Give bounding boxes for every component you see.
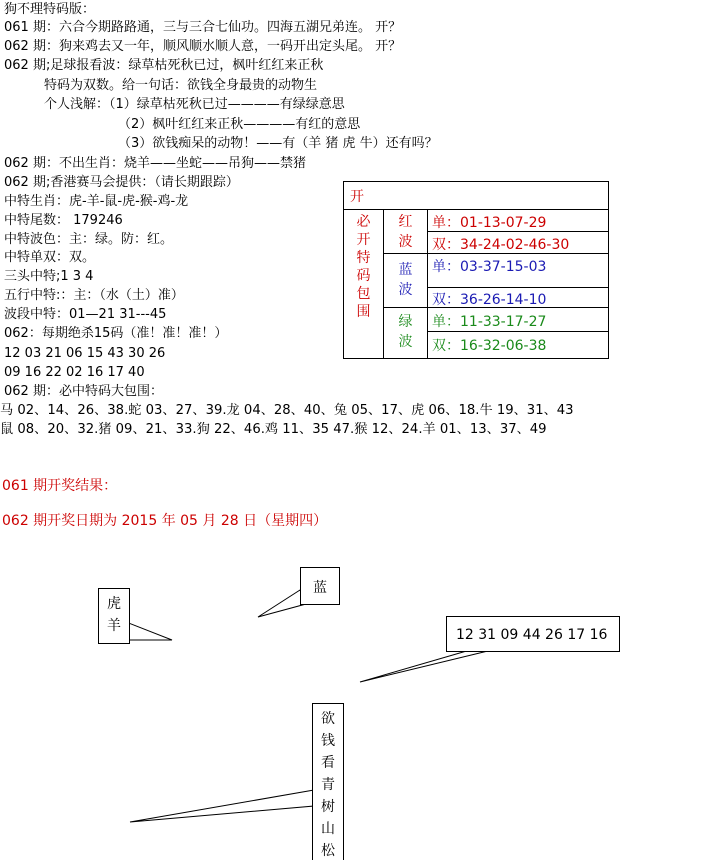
callout-vertical [312,703,344,860]
callout-tiger-sheep [98,588,130,644]
text-line: 中特尾数： 179246 [4,213,123,228]
callout-char: 虎 [107,596,121,612]
callout-blue: 蓝 [300,567,340,605]
text-line: 中特生肖：虎-羊-鼠-虎-猴-鸡-龙 [4,194,189,209]
group-char: 红 [398,214,413,230]
group-char: 波 [398,234,413,250]
side-char: 围 [356,304,371,320]
text-line: （2）枫叶红红来正秋————有红的意思 [118,117,361,132]
group-char: 绿 [398,314,413,330]
callout-char: 羊 [107,618,121,634]
side-char: 必 [356,214,371,230]
text-line: 波段中特：01—21 31---45 [4,307,167,322]
blue-even: 双：36-26-14-10 [428,288,608,308]
text-line: （3）欲钱痴呆的动物！——有（羊 猪 虎 牛）还有吗？ [118,136,438,151]
text-line: 062 期：不出生肖：烧羊——坐蛇——吊狗——禁猪 [4,156,306,171]
red-even: 双：34-24-02-46-30 [428,232,608,254]
draw-date: 062 期开奖日期为 2015 年 05 月 28 日（星期四） [2,513,328,529]
text-line: 中特波色：主：绿。防：红。 [4,232,174,247]
text-line: 062：每期绝杀15码（准！准！准！） [4,326,228,341]
text-line: 中特单双：双。 [4,250,96,265]
text-line: 鼠 08、20、32.猪 09、21、33.狗 22、46.鸡 11、35 47.猴 12、24.羊 01、13、37、49 [0,422,547,437]
callout-numbers: 12 31 09 44 26 17 16 [446,616,620,652]
box-header: 开 [344,182,608,210]
text-line: 062 期;足球报看波：绿草枯死秋已过，枫叶红红来正秋 [4,58,324,73]
text-line: 062 期：狗来鸡去又一年，顺风顺水顺人意，一码开出定头尾。 开？ [4,39,402,54]
blue-odd: 单：03-37-15-03 [428,254,608,288]
text-line: 特码为双数。给一句话：欲钱全身最贵的动物生 [44,78,318,93]
text-line: 061 期：六合今期路路通，三与三合七仙功。四海五湖兄弟连。 开？ [4,20,402,35]
side-char: 包 [356,286,371,302]
callout-char: 树 [321,799,335,815]
text-line: 062 期;香港赛马会提供：（请长期跟踪） [4,175,239,190]
group-char: 波 [398,334,413,350]
text-line: 09 16 22 02 16 17 40 [4,365,145,380]
green-even: 双：16-32-06-38 [432,338,547,354]
green-odd: 单：11-33-17-27 [428,308,608,332]
callout-char: 钱 [321,733,335,749]
red-odd: 单：01-13-07-29 [428,210,608,232]
callout-char: 松 [321,843,335,859]
callout-char: 山 [321,821,335,837]
text-line: 个人浅解：（1）绿草枯死秋已过————有绿绿意思 [44,97,345,112]
text-line: 三头中特;1 3 4 [4,269,94,284]
result-title: 061 期开奖结果： [2,478,118,494]
group-char: 波 [398,282,413,298]
side-char: 特 [356,250,371,266]
group-char: 蓝 [398,262,413,278]
callout-char: 看 [321,755,335,771]
callout-char: 欲 [321,711,335,727]
text-line: 12 03 21 06 15 43 30 26 [4,346,166,361]
text-line: 062 期：必中特码大包围： [4,384,163,399]
text-line: 五行中特:：主：（水（土）准） [4,288,184,303]
callout-char: 青 [321,777,335,793]
side-char: 开 [356,232,371,248]
doc-title: 狗不理特码版： [4,2,96,17]
text-line: 马 02、14、26、38.蛇 03、27、39.龙 04、28、40、兔 05、17、虎 06、18.牛 19、31、43 [0,403,574,418]
side-char: 码 [356,268,371,284]
